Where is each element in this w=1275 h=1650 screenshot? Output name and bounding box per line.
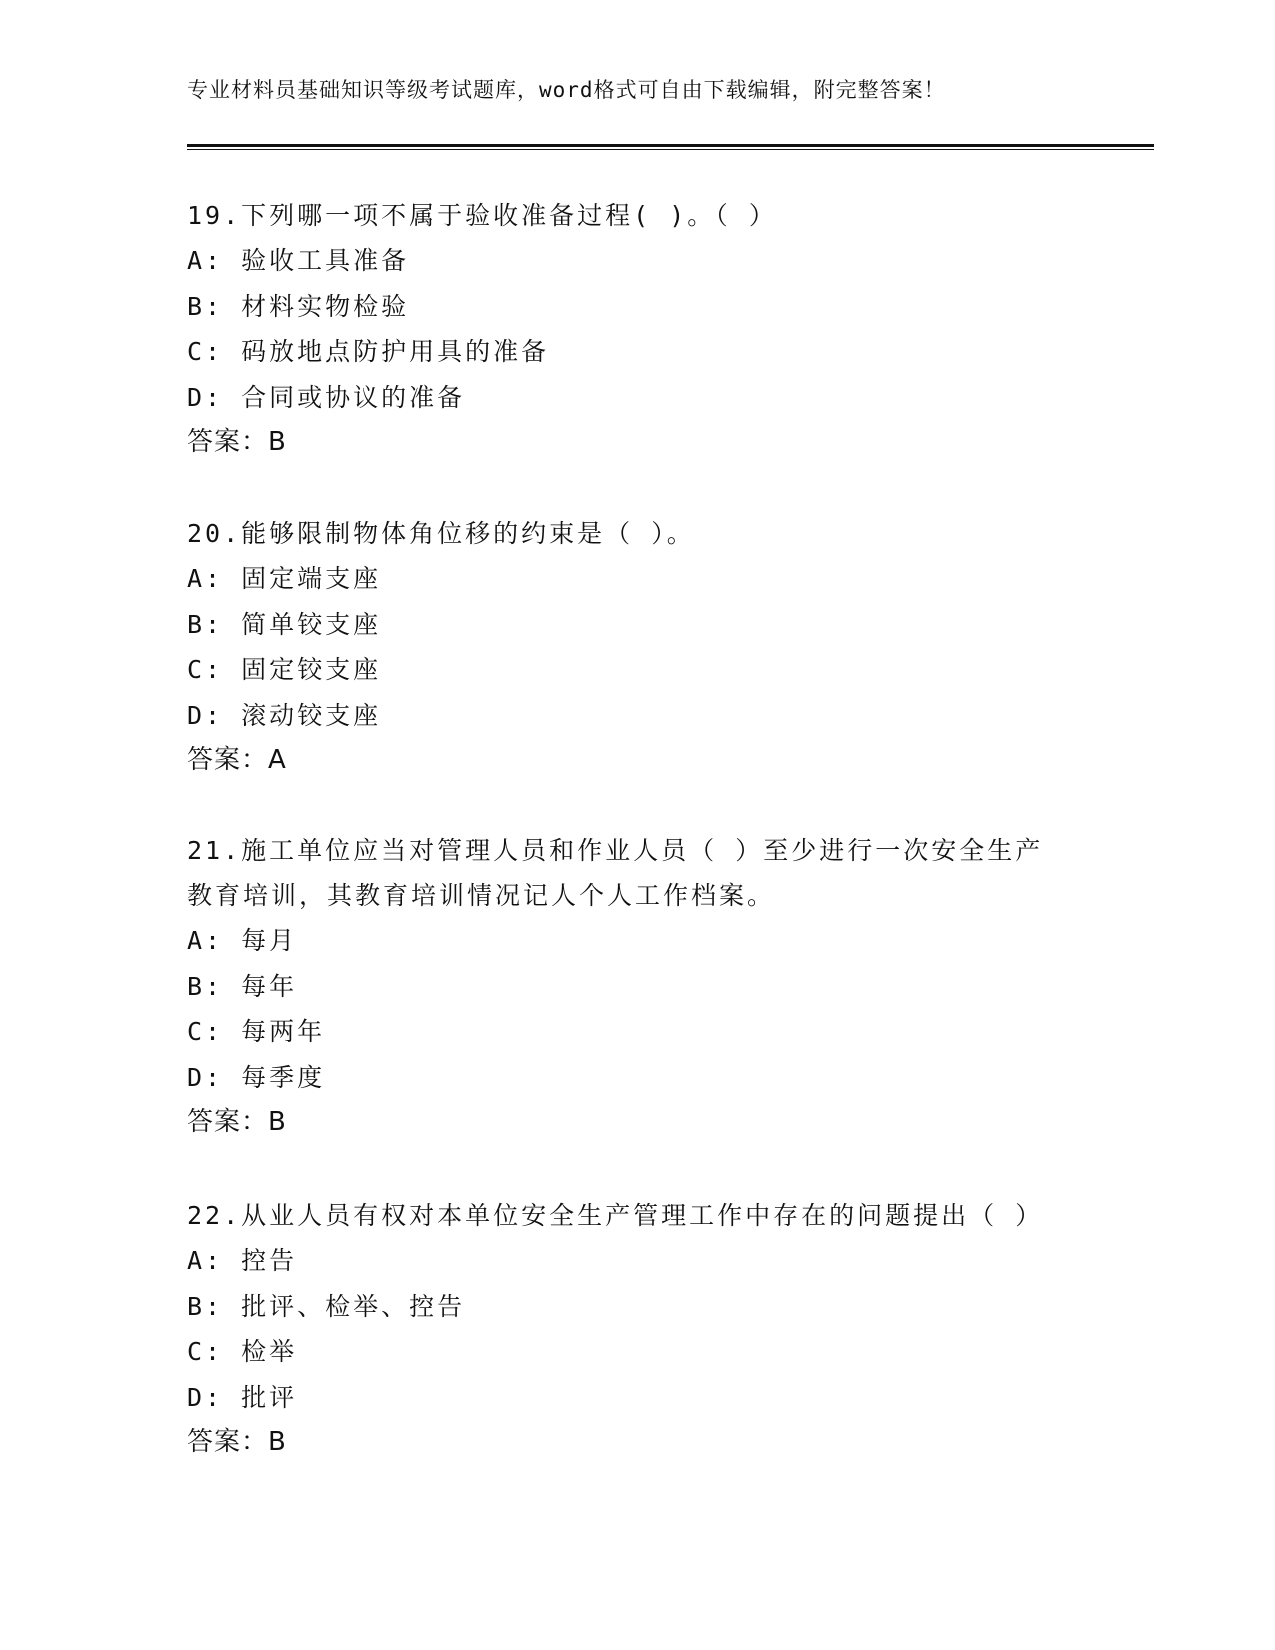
question-stem: 22.从业人员有权对本单位安全生产管理工作中存在的问题提出（ ）	[187, 1201, 1044, 1230]
option-b: B: 简单铰支座	[187, 609, 382, 639]
option-b: B: 批评、检举、控告	[187, 1291, 466, 1321]
option-c: C: 每两年	[187, 1017, 326, 1046]
option-d: D: 合同或协议的准备	[187, 382, 466, 412]
option-d: D: 每季度	[187, 1062, 326, 1092]
option-a: A: 每月	[187, 926, 298, 955]
header-divider-thick	[187, 144, 1154, 147]
option-b: B: 每年	[187, 971, 298, 1001]
question-stem: 20.能够限制物体角位移的约束是（ ）。	[187, 519, 695, 548]
question-19	[187, 193, 1087, 465]
option-d: D: 批评	[187, 1382, 298, 1412]
question-21	[187, 828, 1057, 1145]
answer: 答案：B	[187, 1427, 287, 1457]
answer: 答案：B	[187, 427, 287, 457]
question-stem: 19.下列哪一项不属于验收准备过程( )。（ ）	[187, 201, 777, 230]
option-c: C: 固定铰支座	[187, 655, 382, 684]
question-20	[187, 511, 1087, 783]
option-a: A: 固定端支座	[187, 564, 382, 593]
header-divider-thin	[187, 149, 1154, 150]
option-a: A: 验收工具准备	[187, 246, 410, 275]
question-22	[187, 1193, 1087, 1465]
option-c: C: 检举	[187, 1337, 298, 1366]
document-header: 专业材料员基础知识等级考试题库，word格式可自由下载编辑，附完整答案！	[187, 78, 946, 102]
option-a: A: 控告	[187, 1246, 298, 1275]
answer: 答案：B	[187, 1107, 287, 1137]
option-b: B: 材料实物检验	[187, 291, 410, 321]
question-stem: 21.施工单位应当对管理人员和作业人员（ ）至少进行一次安全生产教育培训，其教育培训情况记人个人工作档案。	[187, 836, 1044, 910]
option-d: D: 滚动铰支座	[187, 700, 382, 730]
option-c: C: 码放地点防护用具的准备	[187, 337, 550, 366]
answer: 答案：A	[187, 745, 287, 775]
